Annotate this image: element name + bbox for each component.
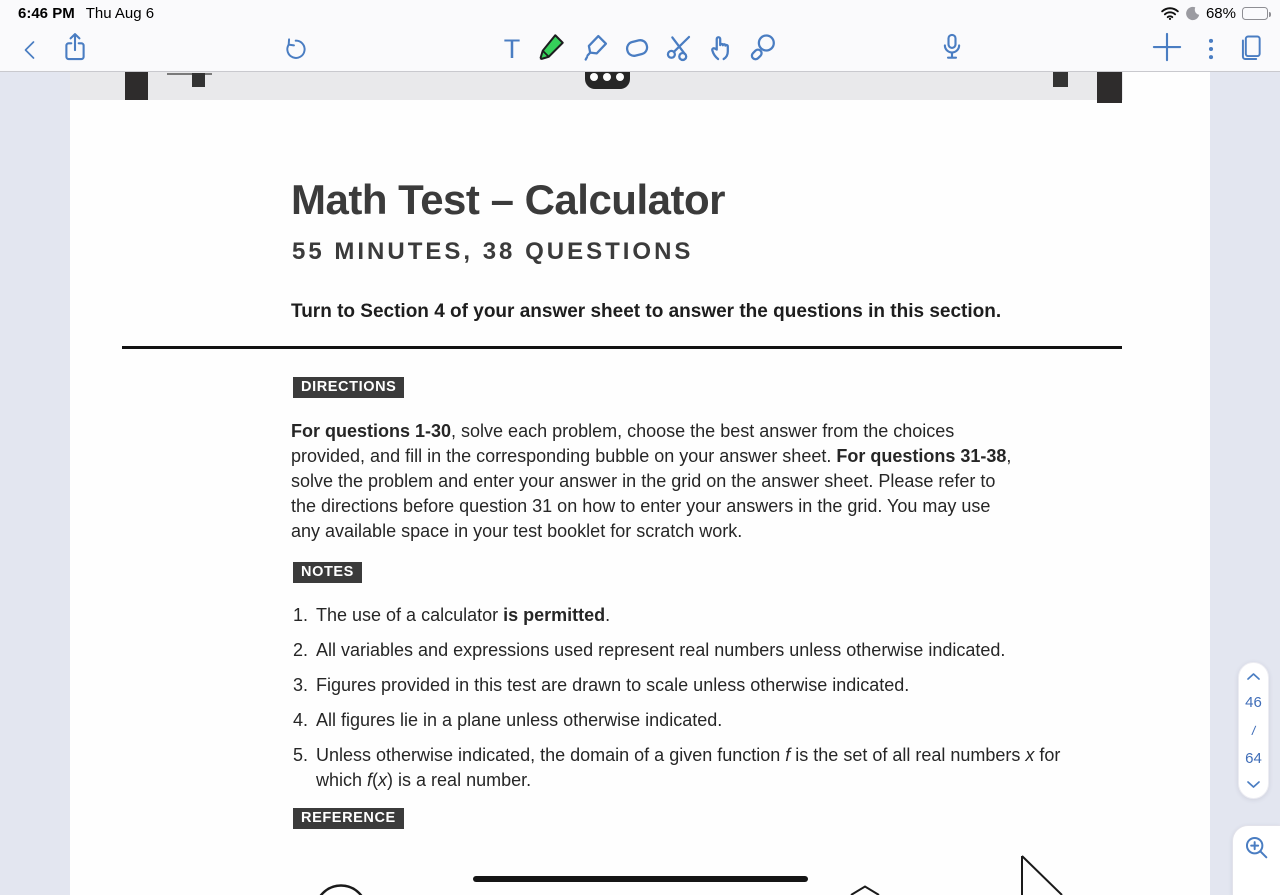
directions-text-2: , solve the problem and enter your answer in the grid on the answer sheet. Please refer to the directions before question 31 on how to enter your answers in the grid. You may use any available space in your test booklet for scratch work. (291, 446, 1012, 541)
reference-right-triangle-top (1018, 853, 1068, 895)
directions-bold-1: For questions 1-30 (291, 421, 452, 441)
zoom-button[interactable] (1241, 832, 1273, 864)
text-tool-icon: T (503, 33, 521, 64)
note-text: The use of a calculator is permitted. (316, 605, 611, 625)
battery-nub (1269, 12, 1272, 17)
strip-tick-right (1053, 72, 1068, 87)
scissors-icon (663, 30, 695, 64)
ellipsis-vertical-icon (1198, 36, 1224, 62)
page-view-icon (1237, 33, 1265, 63)
directions-text-1: , solve each problem, choose the best answer from the choices provided, and fill in the corresponding bubble on your answer sheet. (291, 421, 955, 466)
reference-badge: REFERENCE (293, 808, 404, 829)
reference-circle-figure (310, 878, 372, 895)
record-audio-button[interactable] (936, 31, 968, 63)
text-tool-button[interactable] (496, 33, 528, 65)
strip-tick-left (192, 73, 205, 87)
page-view-button[interactable] (1235, 32, 1267, 64)
microphone-icon (937, 31, 967, 63)
strip-line (167, 73, 212, 75)
total-page-count: 64 (1245, 750, 1262, 767)
undo-button[interactable] (279, 34, 311, 66)
previous-page-bottom-strip (70, 72, 1123, 100)
note-item-2 (293, 638, 1071, 663)
note-text: All variables and expressions used represent real numbers unless otherwise indicated. (316, 640, 1006, 660)
corner-mark-left (125, 72, 148, 100)
eraser-icon (621, 30, 653, 64)
note-number: 3. (293, 675, 309, 695)
hand-tool-button[interactable] (705, 31, 737, 63)
directions-badge: DIRECTIONS (293, 377, 404, 398)
add-page-button[interactable] (1151, 31, 1183, 63)
notes-list (293, 603, 1071, 803)
moon-icon (1185, 6, 1200, 21)
note-item-3 (293, 673, 1071, 698)
back-button[interactable] (14, 34, 46, 66)
page-navigator[interactable] (1238, 662, 1269, 799)
note-text: Unless otherwise indicated, the domain of a given function f is the set of all real numbers x for which f(x) is a real number. (316, 745, 1061, 790)
wifi-icon (1161, 7, 1179, 20)
highlighter-tool-button[interactable] (579, 31, 611, 63)
section-subtitle: 55 MINUTES, 38 QUESTIONS (292, 238, 694, 265)
status-bar (0, 0, 1280, 26)
pencil-tool-button-selected[interactable] (535, 31, 567, 63)
turn-to-section-instruction: Turn to Section 4 of your answer sheet to answer the questions in this section. (291, 301, 1002, 322)
lasso-icon (747, 30, 779, 64)
share-icon (60, 31, 90, 63)
note-item-4 (293, 708, 1071, 733)
chevron-left-icon (19, 38, 41, 62)
pencil-icon (535, 30, 567, 64)
note-number: 1. (293, 605, 309, 625)
note-number: 5. (293, 745, 309, 765)
note-text: All figures lie in a plane unless otherwise indicated. (316, 710, 723, 730)
notes-badge: NOTES (293, 562, 362, 583)
highlighter-icon (579, 30, 611, 64)
battery-percent: 68% (1205, 5, 1236, 22)
reference-rectangle-top-edge (473, 876, 808, 882)
current-page-number: 46 (1245, 694, 1262, 711)
date: Thu Aug 6 (85, 5, 155, 22)
directions-bold-2: For questions 31-38 (836, 446, 1007, 466)
plus-icon (1152, 32, 1182, 62)
hand-pointer-icon (705, 30, 737, 64)
note-item-1 (293, 603, 1071, 628)
lasso-tool-button[interactable] (747, 31, 779, 63)
note-item-5 (293, 743, 1071, 793)
page-number-separator: / (1250, 722, 1257, 739)
toolbar (0, 26, 1280, 71)
section-title: Math Test – Calculator (291, 176, 725, 223)
share-button[interactable] (59, 31, 91, 63)
horizontal-rule (122, 346, 1122, 349)
clock: 6:46 PM (18, 5, 75, 22)
chevron-up-icon[interactable] (1246, 672, 1261, 681)
more-options-button[interactable] (1195, 33, 1227, 65)
scissors-tool-button[interactable] (663, 31, 695, 63)
chevron-down-icon[interactable] (1246, 780, 1261, 789)
pdf-page[interactable] (70, 72, 1210, 895)
zoom-panel[interactable] (1232, 825, 1280, 895)
zoom-in-icon (1243, 834, 1271, 862)
top-chrome (0, 0, 1280, 72)
note-text: Figures provided in this test are drawn to scale unless otherwise indicated. (316, 675, 910, 695)
eraser-tool-button[interactable] (621, 31, 653, 63)
battery-icon (1242, 7, 1268, 20)
directions-paragraph (291, 419, 1015, 544)
note-number: 4. (293, 710, 309, 730)
reference-triangle-apex (848, 880, 892, 895)
undo-icon (281, 36, 309, 64)
calculator-icon-bottom (585, 72, 630, 89)
corner-mark-right (1097, 72, 1122, 103)
status-right (1161, 5, 1268, 22)
note-number: 2. (293, 640, 309, 660)
status-left (18, 5, 154, 22)
